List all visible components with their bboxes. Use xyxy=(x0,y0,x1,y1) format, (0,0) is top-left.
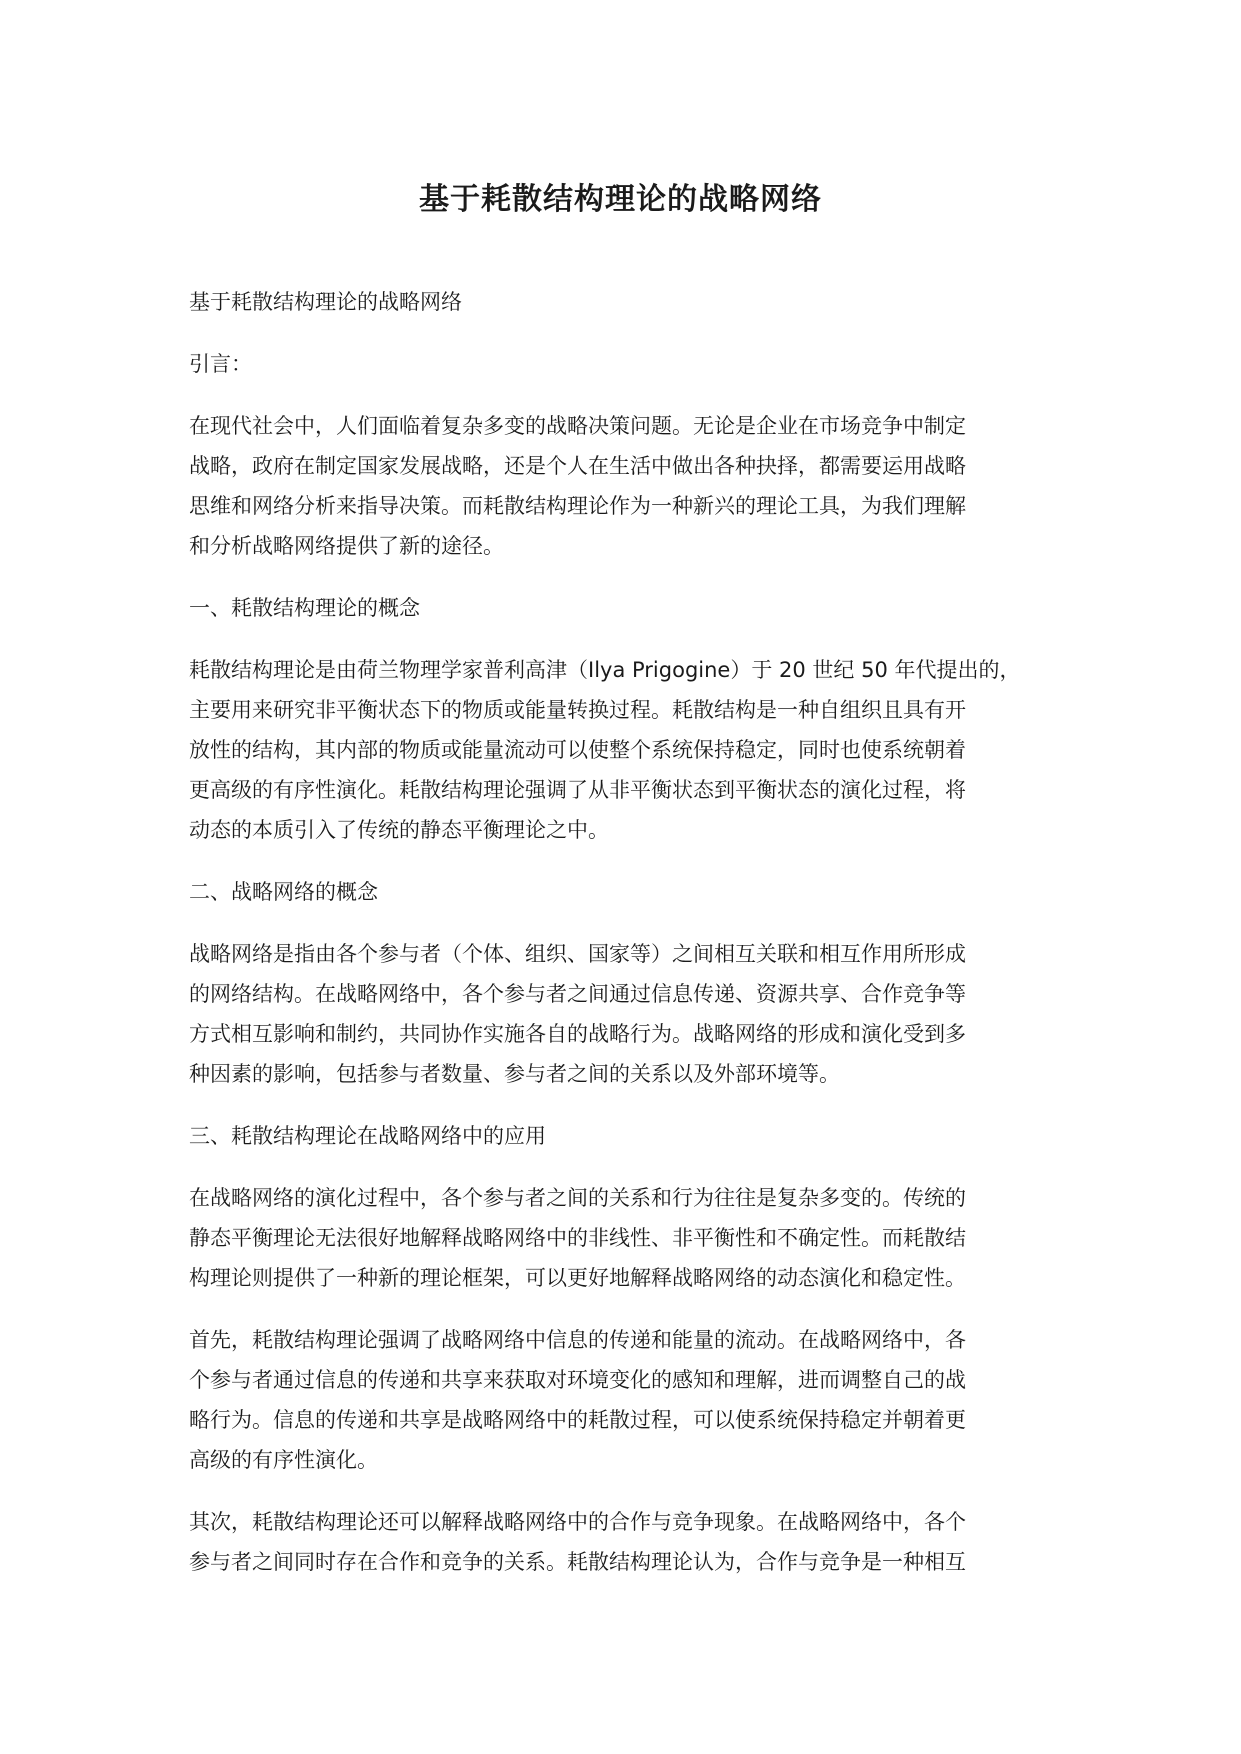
paragraph xyxy=(189,1116,1059,1156)
paragraph-line: 个参与者通过信息的传递和共享来获取对环境变化的感知和理解，进而调整自己的战 xyxy=(189,1368,966,1392)
paragraph xyxy=(189,282,1059,322)
paragraph-line: 在战略网络的演化过程中，各个参与者之间的关系和行为往往是复杂多变的。传统的 xyxy=(189,1186,966,1210)
paragraph-line: 主要用来研究非平衡状态下的物质或能量转换过程。耗散结构是一种自组织且具有开 xyxy=(189,698,966,722)
paragraph-line: 的网络结构。在战略网络中，各个参与者之间通过信息传递、资源共享、合作竞争等 xyxy=(189,982,966,1006)
paragraph-line: 放性的结构，其内部的物质或能量流动可以使整个系统保持稳定，同时也使系统朝着 xyxy=(189,738,966,762)
paragraph-line: 其次，耗散结构理论还可以解释战略网络中的合作与竞争现象。在战略网络中，各个 xyxy=(189,1510,966,1534)
paragraph-line: 战略网络是指由各个参与者（个体、组织、国家等）之间相互关联和相互作用所形成 xyxy=(189,942,966,966)
paragraph-line: 首先，耗散结构理论强调了战略网络中信息的传递和能量的流动。在战略网络中，各 xyxy=(189,1328,966,1352)
paragraph xyxy=(189,934,1059,1094)
paragraph-line: 参与者之间同时存在合作和竞争的关系。耗散结构理论认为，合作与竞争是一种相互 xyxy=(189,1550,966,1574)
paragraph-line: 种因素的影响，包括参与者数量、参与者之间的关系以及外部环境等。 xyxy=(189,1062,840,1086)
paragraph-line: 高级的有序性演化。 xyxy=(189,1448,378,1472)
paragraph xyxy=(189,406,1059,566)
paragraph-line: 方式相互影响和制约，共同协作实施各自的战略行为。战略网络的形成和演化受到多 xyxy=(189,1022,966,1046)
paragraph-line: 和分析战略网络提供了新的途径。 xyxy=(189,534,504,558)
paragraph-line: 引言： xyxy=(189,352,252,376)
paragraph-line: 静态平衡理论无法很好地解释战略网络中的非线性、非平衡性和不确定性。而耗散结 xyxy=(189,1226,966,1250)
paragraph xyxy=(189,1502,1059,1582)
document-body xyxy=(189,282,1059,1604)
paragraph xyxy=(189,650,1059,850)
paragraph xyxy=(189,344,1059,384)
paragraph-line: 一、耗散结构理论的概念 xyxy=(189,596,420,620)
paragraph-line: 三、耗散结构理论在战略网络中的应用 xyxy=(189,1124,546,1148)
paragraph xyxy=(189,1320,1059,1480)
paragraph-line: 基于耗散结构理论的战略网络 xyxy=(189,290,462,314)
paragraph-line: 更高级的有序性演化。耗散结构理论强调了从非平衡状态到平衡状态的演化过程，将 xyxy=(189,778,966,802)
paragraph xyxy=(189,1178,1059,1298)
paragraph-line: 在现代社会中，人们面临着复杂多变的战略决策问题。无论是企业在市场竞争中制定 xyxy=(189,414,966,438)
paragraph-line: 略行为。信息的传递和共享是战略网络中的耗散过程，可以使系统保持稳定并朝着更 xyxy=(189,1408,966,1432)
paragraph-line: 构理论则提供了一种新的理论框架，可以更好地解释战略网络的动态演化和稳定性。 xyxy=(189,1266,966,1290)
paragraph-line: 动态的本质引入了传统的静态平衡理论之中。 xyxy=(189,818,609,842)
paragraph-line: 战略，政府在制定国家发展战略，还是个人在生活中做出各种抉择，都需要运用战略 xyxy=(189,454,966,478)
paragraph-line: 思维和网络分析来指导决策。而耗散结构理论作为一种新兴的理论工具，为我们理解 xyxy=(189,494,966,518)
paragraph xyxy=(189,872,1059,912)
paragraph-line: 耗散结构理论是由荷兰物理学家普利高津（Ilya Prigogine）于 20 世纪 50 年代提出的， xyxy=(189,658,1021,682)
paragraph-line: 二、战略网络的概念 xyxy=(189,880,378,904)
document-title: 基于耗散结构理论的战略网络 xyxy=(419,182,822,217)
paragraph xyxy=(189,588,1059,628)
